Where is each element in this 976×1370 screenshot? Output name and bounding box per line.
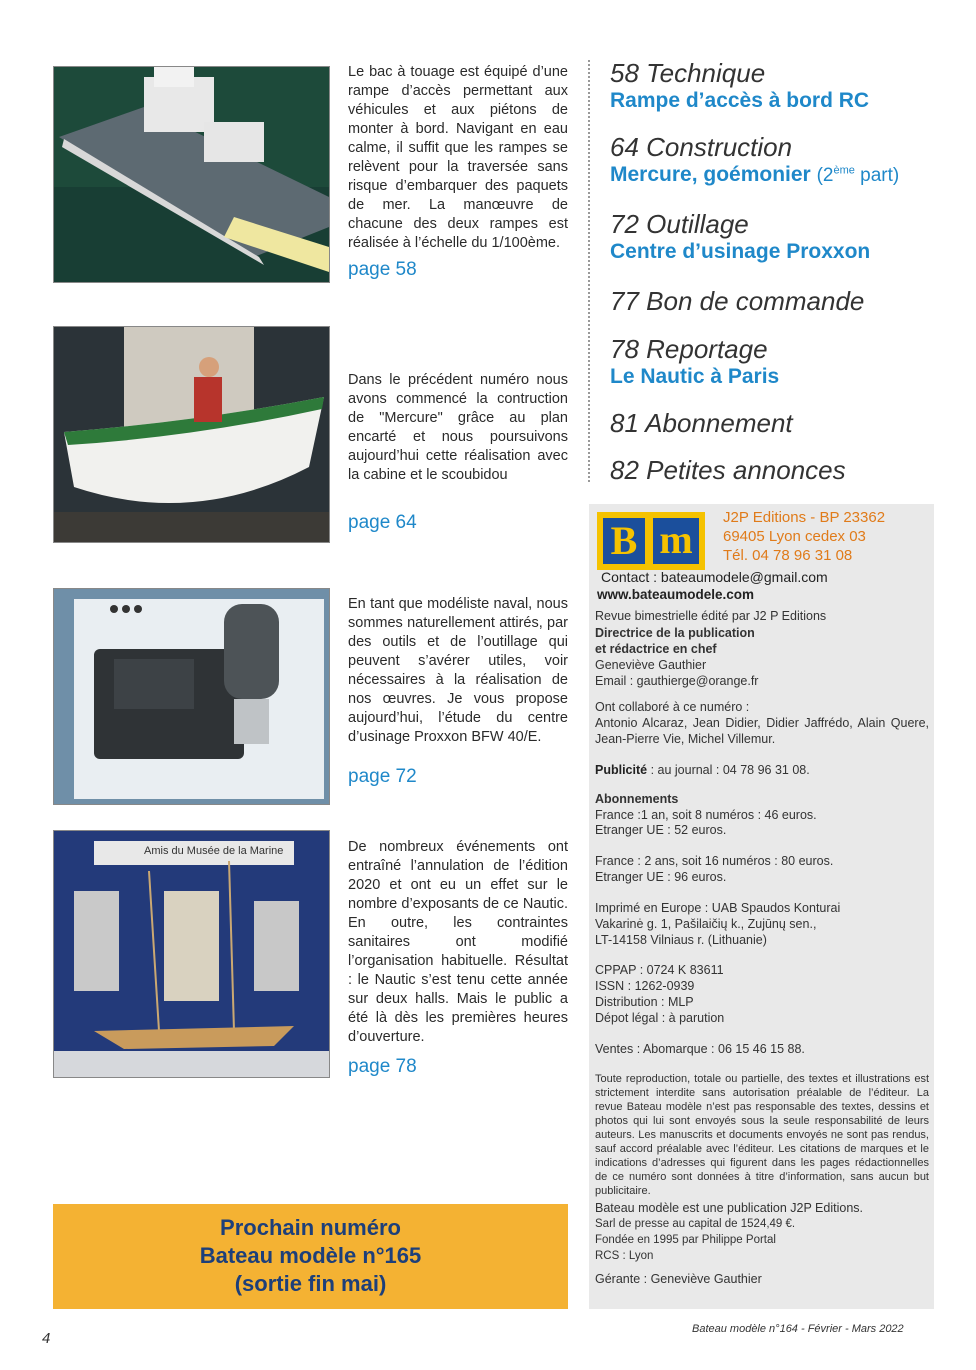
next-issue-box <box>53 1204 568 1309</box>
toc-head: 78 Reportage <box>610 334 768 364</box>
abo-france-1an: France :1 an, soit 8 numéros : 46 euros. <box>595 808 817 822</box>
toc-entry-82 <box>610 455 950 486</box>
toc-sub: Le Nautic à Paris <box>610 365 780 388</box>
mercure-boat-photo <box>53 326 330 543</box>
abo-etranger-2ans: Etranger UE : 96 euros. <box>595 870 727 884</box>
depot-legal: Dépot légal : à parution <box>595 1011 725 1025</box>
toc-head: 81 Abonnement <box>610 408 793 438</box>
publication-by: Bateau modèle est une publication J2P Editions. <box>595 1201 864 1215</box>
logo-letter-b: B <box>603 518 645 564</box>
next-issue-number: Bateau modèle n°165 <box>199 1243 422 1268</box>
masthead-panel <box>589 504 934 1309</box>
revue-info: Revue bimestrielle édité par J2 P Editions <box>595 609 827 623</box>
fondee-info: Fondée en 1995 par Philippe Portal <box>595 1234 776 1246</box>
nautic-exhibit-photo <box>53 830 330 1078</box>
toc-sub: Centre d’usinage Proxxon <box>610 240 871 263</box>
ferry-model-photo <box>53 66 330 283</box>
abo-france-2ans: France : 2 ans, soit 16 numéros : 80 euros. <box>595 854 834 868</box>
toc-head: 77 Bon de commande <box>610 286 865 316</box>
proxxon-machine-photo <box>53 588 330 805</box>
distribution: Distribution : MLP <box>595 995 694 1009</box>
print-line3: LT-14158 Vilniaus r. (Lithuanie) <box>595 933 767 947</box>
publicite-label: Publicité <box>595 763 648 777</box>
toc-entry-64 <box>610 132 950 187</box>
publisher-phone: Tél. 04 78 96 31 08 <box>723 547 853 564</box>
abonnements-title: Abonnements <box>595 792 679 806</box>
publisher-address <box>723 508 885 565</box>
toc-sub-note-sup: ème <box>833 164 855 177</box>
legal-notice: Toute reproduction, totale ou partielle, des textes et illustrations est strictement interdite sans autorisation préalable de l’éditeur. La revue Bateau modèle n’est pas responsable des textes, dessins et photos qui lui sont envoyés sous la seule responsabilité de leurs auteurs. Les manuscrits et documents envoyés ne sont pas rendus, sauf accord préalable avec l’éditeur. Les citations de marques et le indications d’adresses qui figurent dans les pages rédactionnelles de ce numéro sont données à titre d’information, sans aucun but publicitaire. <box>595 1073 929 1197</box>
rcs-info: RCS : Lyon <box>595 1250 654 1262</box>
toc-sub-note-post: part) <box>854 165 900 186</box>
logo-letter-m: m <box>653 518 699 564</box>
toc-entry-81 <box>610 408 950 439</box>
next-issue-date: (sortie fin mai) <box>234 1271 387 1296</box>
toc-head: 64 Construction <box>610 132 793 162</box>
toc-head: 72 Outillage <box>610 209 749 239</box>
directrice-label <box>595 626 929 657</box>
bm-logo <box>597 512 705 570</box>
publicite-info <box>595 763 929 779</box>
directrice-line1: Directrice de la publication <box>595 626 755 640</box>
toc-entry-78 <box>610 334 950 389</box>
print-line1: Imprimé en Europe : UAB Spaudos Konturai <box>595 901 841 915</box>
article-nautic-text: De nombreux événements ont entraîné l’annulation de l’édition 2020 et ont eu un effet sur le nombre d’exposants de ce Nautic. En outre, les contraintes sanitaires ont modifié l’organisation habituelle. Résultat : le Nautic s’est tenu cette année sur deux halls. Mais le public a été là dès les premières heures d’ouverture. <box>348 839 568 1045</box>
print-line2: Vakarinė g. 1, Pašilaičių k., Zujūnų sen., <box>595 917 817 931</box>
collab-names: Antonio Alcaraz, Jean Didier, Didier Jaffrédo, Alain Quere, Jean-Pierre Vie, Michel Villemur. <box>595 716 929 746</box>
page-ref-78: page 78 <box>348 1056 417 1077</box>
toc-divider <box>588 60 590 482</box>
toc-entry-72 <box>610 209 950 264</box>
toc-sub-note-pre: (2 <box>816 165 834 186</box>
next-issue-title: Prochain numéro <box>220 1215 401 1240</box>
publisher-line1: J2P Editions - BP 23362 <box>723 509 886 526</box>
toc-head: 82 Petites annonces <box>610 455 846 485</box>
sarl-info: Sarl de presse au capital de 1524,49 €. <box>595 1218 796 1230</box>
toc-sub-title: Mercure, goémonier <box>610 163 811 186</box>
publisher-line2: 69405 Lyon cedex 03 <box>723 528 866 545</box>
toc-entry-77 <box>610 286 950 317</box>
directrice-email[interactable]: Email : gauthierge@orange.fr <box>595 674 759 688</box>
page-number: 4 <box>42 1330 51 1347</box>
contact-email[interactable]: Contact : bateaumodele@gmail.com <box>601 569 828 585</box>
cppap: CPPAP : 0724 K 83611 <box>595 963 724 977</box>
gerante-info: Gérante : Geneviève Gauthier <box>595 1272 762 1286</box>
issn: ISSN : 1262-0939 <box>595 979 695 993</box>
page-ref-64: page 64 <box>348 512 417 533</box>
directrice-line2: et rédactrice en chef <box>595 641 717 656</box>
toc-sub: Rampe d’accès à bord RC <box>610 89 870 112</box>
page-ref-58: page 58 <box>348 259 417 280</box>
page-ref-72: page 72 <box>348 766 417 787</box>
toc-entry-58 <box>610 58 950 113</box>
toc-sub <box>610 163 950 187</box>
website-link[interactable]: www.bateaumodele.com <box>597 587 755 602</box>
article-proxxon-text: En tant que modéliste naval, nous sommes naturellement attirés, par des outils et de l’outillage qui peuvent s’avérer utiles, voir nécessaires à la réalisation de nos œuvres. Je vous propose aujourd’hui, l’étude du centre d’usinage Proxxon BFW 40/E. <box>348 596 568 745</box>
article-mercure-text: Dans le précédent numéro nous avons commencé la contruction de "Mercure" grâce au plan encarté et nous poursuivons aujourd’hui cette réalisation avec la cabine et le scoubidou <box>348 372 568 483</box>
toc-head: 58 Technique <box>610 58 766 88</box>
article-ferry-text: Le bac à touage est équipé d’une rampe d’accès permettant aux véhicules et aux piétons de monter à bord. Navigant en eau calme, il suffit que les rampes se relèvent pour la traversée sans risque d’embarquer des paquets de mer. La manœuvre de chacune des deux rampes est réalisée à l’échelle du 1/100ème. <box>348 64 568 251</box>
publicite-value: : au journal : 04 78 96 31 08. <box>647 763 810 777</box>
photo-banner-text: Amis du Musée de la Marine <box>144 845 284 857</box>
collab-title: Ont collaboré à ce numéro : <box>595 700 750 714</box>
ventes: Ventes : Abomarque : 06 15 46 15 88. <box>595 1042 805 1056</box>
abo-etranger-1an: Etranger UE : 52 euros. <box>595 823 727 837</box>
directrice-name: Geneviève Gauthier <box>595 658 707 672</box>
issue-footer: Bateau modèle n°164 - Février - Mars 2022 <box>692 1323 904 1335</box>
